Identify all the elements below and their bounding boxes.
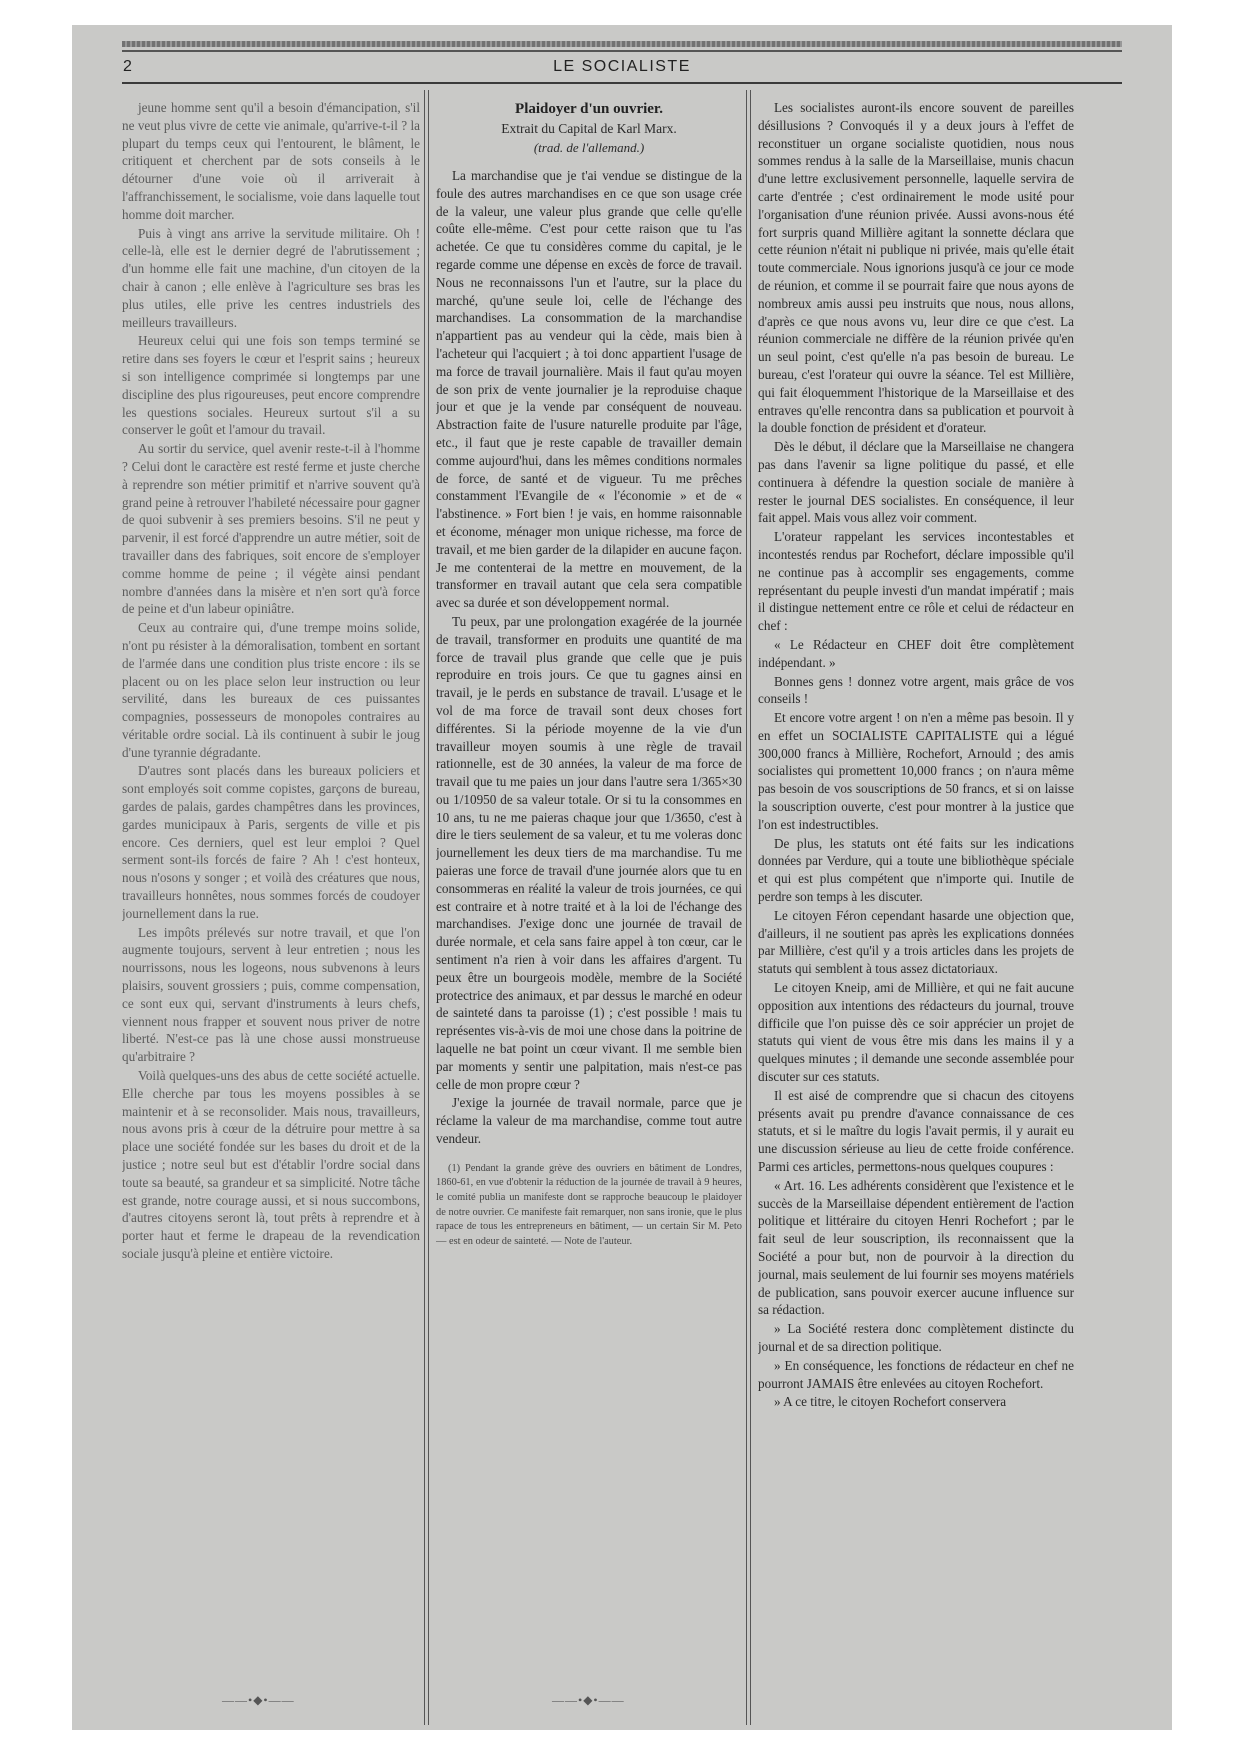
masthead-title: LE SOCIALISTE [553, 58, 691, 75]
top-decorative-rule [122, 41, 1122, 47]
paragraph: Le citoyen Féron cependant hasarde une objection que, d'ailleurs, il ne soutient pas après les explications données par Millière, c'est qu'il y a trois articles dans les projets de statuts qui semblent à tous assez dictatoriaux. [758, 907, 1074, 977]
paragraph: Il est aisé de comprendre que si chacun des citoyens présents avait pu prendre d'avance connaissance de ces statuts, et si le maître du logis l'avait permis, il y aurait eu une discussion sérieuse au lieu de cette froide conférence. Parmi ces articles, permettons-nous quelques coupures : [758, 1087, 1074, 1175]
column-separator [746, 90, 751, 1725]
fleuron-ornament: ——•◆•—— [222, 1693, 295, 1707]
paragraph: jeune homme sent qu'il a besoin d'émancipation, s'il ne veut plus vivre de cette vie animale, qu'arrive-t-il ? la plupart du temps ceux qui l'entourent, le blâment, le critiquent et cherchent par de sots conseils à le détourner d'une voie où il arriverait à l'affranchissement, le socialisme, voie dans laquelle tout homme doit marcher. [122, 100, 420, 222]
page-number: 2 [123, 58, 132, 75]
paragraph: » En conséquence, les fonctions de rédacteur en chef ne pourront JAMAIS être enlevées au citoyen Rochefort. [758, 1357, 1074, 1391]
paragraph: J'exige la journée de travail normale, parce que je réclame la valeur de ma marchandise, comme tout autre vendeur. [436, 1095, 742, 1147]
column-3 [758, 99, 1074, 1730]
paragraph: » A ce titre, le citoyen Rochefort conservera [774, 1394, 1007, 1410]
paragraph: Puis à vingt ans arrive la servitude militaire. Oh ! celle-là, elle est le dernier degré de l'abrutissement ; d'un homme elle fait une machine, d'un citoyen de la chair à canon ; elle enlève à l'agriculture ses bras les plus utiles, elle prive les centres industriels des meilleurs travailleurs. [122, 225, 420, 330]
paragraph: » La Société restera donc complètement distincte du journal et de sa direction politique. [758, 1321, 1074, 1354]
top-rule [122, 50, 1122, 52]
paragraph: Heureux celui qui une fois son temps terminé se retire dans ses foyers le cœur et l'esprit sains ; heureux si son intelligence comprimée si longtemps par une discipline des plus rigoureuses, peut encore comprendre les questions sociales. Heureux surtout s'il a su conserver le goût et l'amour du travail. [122, 333, 420, 438]
article-subtitle: Extrait du Capital de Karl Marx. [501, 121, 677, 136]
paragraph: Tu peux, par une prolongation exagérée de la journée de travail, transformer en produits une quantité de ma force de travail plus grande que celle que je puis reproduire en trois jours. Ce que tu gagnes ainsi en travail, je le perds en substance de travail. L'usage et le vol de ma force de travail sont deux choses fort différentes. Si la période moyenne de la vie d'un travailleur moyen soumis à une règle de travail rationnelle, est de 30 années, la valeur de ma force de travail que tu me paies un jour dans l'autre sera 1/365×30 ou 1/10950 de sa valeur totale. Or si tu la consommes en 10 ans, tu ne me paieras chaque jour que 1/3650, c'est à dire le tiers seulement de sa valeur, et tu me voleras donc journellement les deux tiers de ma marchandise. Tu me paieras une force de travail d'une journée alors que tu en consommeras en réalité la valeur de trois journées, ce qui est contraire et à notre traité et à la loi de l'échange des marchandises. J'exige donc une journée de travail de durée normale, et cela sans faire appel à ton cœur, car le sentiment n'a rien à voir dans les affaires d'argent. Tu peux être un bourgeois modèle, membre de la Société protectrice des animaux, et par dessus le marché en odeur de sainteté dans ta paroisse (1) ; c'est possible ! mais tu représentes vis-à-vis de moi une chose dans la poitrine de laquelle ne bat point un cœur vivant. Il me semble bien par moments y sentir une palpitation, mais n'est-ce pas celle de mon propre cœur ? [436, 613, 742, 1092]
paragraph: Le citoyen Kneip, ami de Millière, et qui ne fait aucune opposition aux intentions des rédacteurs du journal, trouve difficile que l'on puisse dès ce soir apprécier un projet de statuts qui vient de vous être mis dans les mains il y a quelques minutes ; il demande une seconde assemblée pour discuter sur ces statuts. [758, 980, 1074, 1085]
paragraph: L'orateur rappelant les services incontestables et incontestés rendus par Rochefort, déclare impossible qu'il ne continue pas à accomplir ses engagements, comme représentant du peuple investi d'un mandat impératif ; mais il distingue nettement entre ce rôle et celui de rédacteur en chef : [758, 529, 1074, 634]
header-rule [122, 82, 1122, 84]
paragraph: Les impôts prélevés sur notre travail, et que l'on augmente toujours, servent à leur entretien ; nous les nourrissons, nous les logeons, nous subvenons à leurs plaisirs, souvent grossiers ; puis, comme compensation, ce sont eux qui, servant d'instruments à leurs chefs, viennent nous frapper et souvent nous priver de notre liberté. N'est-ce pas là une chose aussi monstrueuse qu'arbitraire ? [122, 924, 420, 1065]
footnote: (1) Pendant la grande grève des ouvriers en bâtiment de Londres, 1860-61, en vue d'obtenir la réduction de la journée de travail à 9 heures, le comité publia un manifeste dont se rapproche beaucoup le plaidoyer de notre ouvrier. Ce manifeste fait remarquer, non sans ironie, que le plus rapace de tous les entrepreneurs en bâtiment, — un certain Sir M. Peto — est en odeur de sainteté. — Note de l'auteur. [436, 1162, 742, 1247]
paragraph: « Le Rédacteur en CHEF doit être complètement indépendant. » [758, 636, 1074, 670]
article-title: Plaidoyer d'un ouvrier. [515, 101, 663, 117]
article-translation-note: (trad. de l'allemand.) [533, 140, 645, 155]
column-separator [424, 90, 429, 1725]
paragraph: Voilà quelques-uns des abus de cette société actuelle. Elle cherche par tous les moyens possibles à se maintenir et à se reconsolider. Mais nous, travailleurs, nous avons pris à cœur de la détruire pour mettre à sa place une société fondée sur les bases du droit et de la justice ; notre seul but est d'établir l'ordre social dans toute sa beauté, sa grandeur et sa simplicité. Notre tâche est grande, notre courage aussi, et si nous succombons, d'autres citoyens seront là, tout prêts à reprendre et à porter haut et ferme le drapeau de la revendication sociale jusqu'à pleine et entière victoire. [122, 1068, 420, 1261]
paragraph: Et encore votre argent ! on n'en a même pas besoin. Il y en effet un SOCIALISTE CAPITALISTE qui a légué 300,000 francs à Millière, Rochefort, Arnould ; des amis socialistes qui promettent 10,000 francs ; on n'aura même pas besoin de vos souscriptions de 50 francs, et si on laisse la souscription ouverte, c'est pour montrer à la justice que l'on est indestructibles. [758, 710, 1074, 832]
column-2 [436, 99, 742, 1730]
newspaper-page [72, 25, 1172, 1730]
paragraph: Bonnes gens ! donnez votre argent, mais grâce de vos conseils ! [758, 673, 1074, 707]
column-1 [122, 99, 420, 1730]
paragraph: D'autres sont placés dans les bureaux policiers et sont employés soit comme copistes, garçons de bureau, gardes de palais, gardes champêtres dans les provinces, gardes municipaux à Paris, sergents de ville et pis encore. Ces derniers, quel est leur emploi ? Quel serment sont-ils forcés de faire ? Ah ! c'est honteux, nous n'osons y songer ; et voilà des créatures que nous, travailleurs honnêtes, nous sommes forcés de coudoyer journellement dans la rue. [122, 763, 420, 921]
fleuron-ornament: ——•◆•—— [552, 1693, 625, 1707]
paragraph: Dès le début, il déclare que la Marseillaise ne changera pas dans l'avenir sa ligne politique du passé, et elle continuera à défendre la question sociale de manière à rester le journal DES socialistes. En conséquence, il leur fait appel. Mais vous allez voir comment. [758, 439, 1074, 526]
paragraph: Ceux au contraire qui, d'une trempe moins solide, n'ont pu résister à la démoralisation, tombent en sortant de l'armée dans une condition plus triste encore : ils se placent ou on les place selon leur instruction ou leur servilité, dans les bureaux de ces puissantes compagnies, possesseurs de monopoles contraires au véritable ordre social. Là ils continuent à subir le joug d'une tyrannie dégradante. [122, 620, 420, 760]
paragraph: Au sortir du service, quel avenir reste-t-il à l'homme ? Celui dont le caractère est resté ferme et juste cherche à reprendre son métier primitif et n'arrive souvent qu'à grand peine à retrouver l'habileté nécessaire pour gagner de quoi subvenir à ses premiers besoins. S'il ne peut y parvenir, il est forcé d'apprendre un autre métier, soit de travailler dans des fabriques, soit encore de s'employer comme homme de peine ; il végète ainsi pendant nombre d'années dans la misère et n'en sort qu'à force de peine et d'un labeur opiniâtre. [122, 441, 420, 617]
paragraph: La marchandise que je t'ai vendue se distingue de la foule des autres marchandises en ce que son usage crée de la valeur, une valeur plus grande que celle qu'elle coûte elle-même. C'est pour cette raison que tu l'as achetée. Ce que tu considères comme du capital, je le regarde comme une dépense en excès de force de travail. Nous ne reconnaissons l'un et l'autre, sur la place du marché, qu'une seule loi, celle de l'échange des marchandises. La consommation de la marchandise n'appartient pas au vendeur qui la cède, mais bien à l'acheteur qui l'acquiert ; à toi donc appartient l'usage de ma force de travail journalière. Mais il faut qu'au moyen de son prix de vente journalier je la reproduise chaque jour et que je la vende par conséquent de nouveau. Abstraction faite de l'usure naturelle produite par l'âge, etc., il faut que je reste capable de travailler demain comme aujourd'hui, dans les mêmes conditions normales de force, de santé et de vigueur. Tu me prêches constamment l'Evangile de « l'économie » et de « l'abstinence. » Fort bien ! je vais, en homme raisonnable et économe, ménager mon unique richesse, ma force de travail, et me bien garder de la dilapider en aucune façon. Je me contenterai de la mettre en mouvement, de la transformer en travail autant que cela sera compatible avec sa durée et son développement normal. [436, 168, 742, 611]
paragraph: « Art. 16. Les adhérents considèrent que l'existence et le succès de la Marseillaise dépendent entièrement de l'action politique et littéraire du citoyen Henri Rochefort ; par le fait seul de leur souscription, ils reconnaissent que la Société a pour but, non de pourvoir à la direction du journal, mais seulement de lui fournir ses moyens matériels de publication, sans pouvoir exercer aucune influence sur sa rédaction. [758, 1177, 1074, 1318]
paragraph: De plus, les statuts ont été faits sur les indications données par Verdure, qui a toute une bibliothèque spéciale et qui est plus compétent que n'importe qui. Inutile de perdre son temps à les discuter. [758, 835, 1074, 905]
paragraph: Les socialistes auront-ils encore souvent de pareilles désillusions ? Convoqués il y a deux jours à l'effet de reconstituer un organe socialiste quotidien, nous nous sommes rendus à la salle de la Marseillaise, munis chacun d'une lettre exclusivement personnelle, laquelle servira de carte d'entrée ; c'est ordinairement le mode usité pour l'organisation d'une réunion privée. Aussi avons-nous été fort surpris quand Millière agitant la sonnette déclara que cette réunion n'était ni publique ni privée, mais qu'elle était toute commerciale. Nous ignorions jusqu'à ce jour ce mode de réunion, et comme il se pourrait faire que nous ayons de nombreux amis aussi peu instruits que nous, nous allons, d'après ce que nous avons vu, leur dire ce que c'est. La réunion commerciale ne diffère de la réunion privée qu'en un seul point, c'est qu'elle n'a pas besoin de bureau. Le bureau, c'est l'orateur qui ouvre la séance. Tel est Millière, qui fait éloquemment l'historique de la Marseillaise et des entraves qu'elle rencontra dans sa publication et pourvoit à la double fonction de président et d'orateur. [758, 100, 1074, 436]
